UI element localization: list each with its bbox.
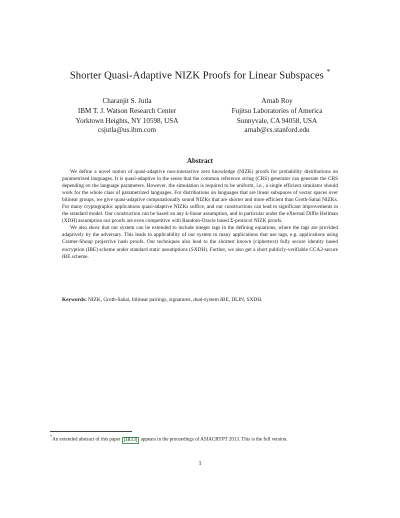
author-block-1 (62, 97, 192, 136)
keywords-line (62, 297, 338, 304)
author-affiliation: IBM T. J. Watson Research Center (77, 106, 177, 115)
author-email: arnab@cs.stanford.edu (244, 126, 310, 135)
footnote (50, 434, 350, 444)
footnote-mark: * (50, 434, 53, 439)
paper-title-text: Shorter Quasi-Adaptive NIZK Proofs for Linear Subspaces (69, 70, 324, 82)
page-number: 1 (198, 460, 202, 467)
abstract-paragraph: We also show that our system can be extended to include integer tags in the defining equations, where the tags are provided adaptively by the adversary. This leads to applicability of our system to many applications that use tags, e.g. applications using Cramer-Shoup projective hash proofs. Our techniques also lead to the shortest known (ciphertext) fully secure identity based encryption (IBE) scheme under standard static assumptions (SXDH). Further, we also get a short publicly-verifiable CCA2-secure IBE scheme. (62, 225, 338, 260)
abstract-body (62, 169, 338, 261)
author-affiliation: Fujitsu Laboratories of America (231, 106, 323, 115)
abstract-paragraph: We define a novel notion of quasi-adaptive non-interactive zero knowledge (NIZK) proofs for probability distributions on parametrized languages. It is quasi-adaptive in the sense that the common reference string (CRS) generator can generate the CRS depending on the language parameters. However, the simulation is required to be uniform, i.e., a single efficient simulator should work for the whole class of parametrized languages. For distributions on languages that are linear subspaces of vector spaces over bilinear groups, we give quasi-adaptive computationally sound NIZKs that are shorter and more efficient than Groth-Sahai NIZKs. For many cryptographic applications quasi-adaptive NIZKs suffice, and our constructions can lead to significant improvements in the standard model. Our construction can be based on any k-linear assumption, and in particular under the eXternal Diffie Hellman (XDH) assumption our proofs are even competitive with Random-Oracle based Σ-protocol NIZK proofs. (62, 169, 338, 225)
author-address: Sunnyvale, CA 94058, USA (236, 116, 318, 125)
author-email: csjutla@us.ibm.com (97, 126, 157, 135)
footnote-text-before: An extended abstract of this paper (52, 437, 121, 443)
title-footnote-mark: * (326, 68, 331, 76)
footnote-text-after: appears in the proceedings of ASIACRYPT 2013. This is the full version. (140, 437, 288, 443)
author-name: Charanjit S. Jutla (102, 97, 152, 105)
author-address: Yorktown Heights, NY 10598, USA (75, 116, 179, 125)
paper-title (30, 66, 370, 83)
keywords-label: Keywords: (62, 297, 87, 303)
abstract-heading: Abstract (186, 157, 214, 165)
keywords-text: NIZK, Groth-Sahai, bilinear pairings, signatures, dual-system IBE, DLIN, SXDH. (88, 297, 263, 303)
citation-link[interactable]: [JR13] (123, 437, 138, 443)
author-name: Arnab Roy (261, 97, 293, 105)
footnote-rule (50, 431, 132, 432)
author-block-2 (212, 97, 342, 136)
